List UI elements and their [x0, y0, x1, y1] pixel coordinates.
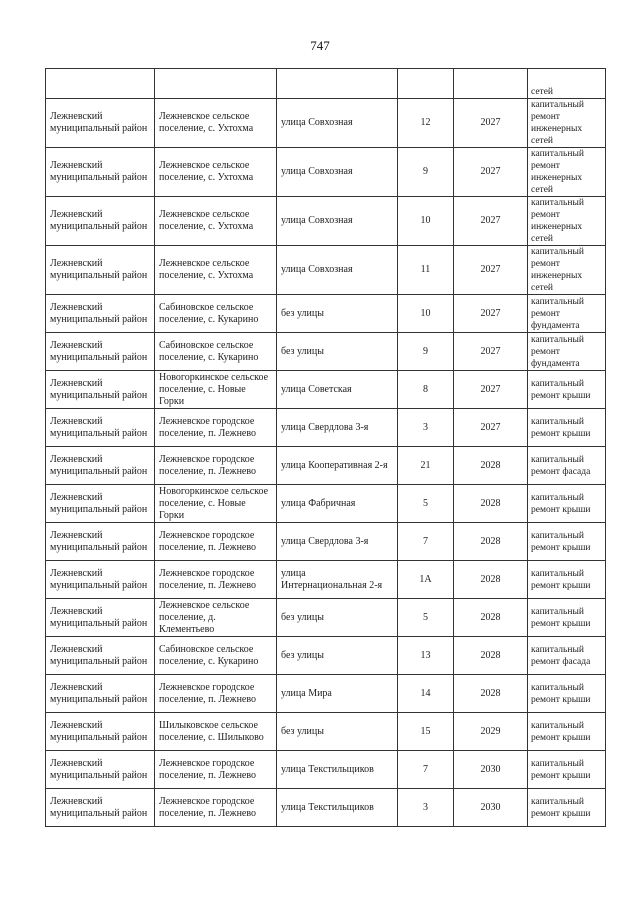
cell-house: 7	[398, 523, 454, 561]
table-row	[46, 148, 606, 197]
cell-district: Лежневский муниципальный район	[46, 713, 155, 751]
table-row	[46, 333, 606, 371]
cell-year: 2030	[454, 751, 528, 789]
cell-settlement: Новогоркинское сельское поселение, с. Новые Горки	[155, 485, 277, 523]
cell-district: Лежневский муниципальный район	[46, 561, 155, 599]
cell-house: 11	[398, 246, 454, 295]
cell-district: Лежневский муниципальный район	[46, 789, 155, 827]
cell-street: без улицы	[277, 295, 398, 333]
cell-work: капитальный ремонт крыши	[528, 371, 606, 409]
cell-street: без улицы	[277, 713, 398, 751]
cell-house: 3	[398, 789, 454, 827]
cell-district: Лежневский муниципальный район	[46, 371, 155, 409]
cell-settlement: Шилыковское сельское поселение, с. Шилыково	[155, 713, 277, 751]
cell-house: 1А	[398, 561, 454, 599]
cell-house: 7	[398, 751, 454, 789]
table-row	[46, 371, 606, 409]
cell-district: Лежневский муниципальный район	[46, 523, 155, 561]
cell-work: капитальный ремонт инженерных сетей	[528, 197, 606, 246]
cell-year: 2030	[454, 789, 528, 827]
cell-street: без улицы	[277, 333, 398, 371]
cell-settlement: Лежневское сельское поселение, д. Клементьево	[155, 599, 277, 637]
cell-work: капитальный ремонт инженерных сетей	[528, 246, 606, 295]
table-row	[46, 523, 606, 561]
table-row	[46, 485, 606, 523]
cell-house: 5	[398, 599, 454, 637]
cell-district: Лежневский муниципальный район	[46, 751, 155, 789]
cell-district: Лежневский муниципальный район	[46, 447, 155, 485]
cell-year: 2028	[454, 599, 528, 637]
cell-street: улица Кооперативная 2-я	[277, 447, 398, 485]
cell-district: Лежневский муниципальный район	[46, 637, 155, 675]
cell-year: 2028	[454, 561, 528, 599]
cell-year: 2028	[454, 637, 528, 675]
cell-settlement: Лежневское сельское поселение, с. Ухтохма	[155, 246, 277, 295]
cell-street: улица Свердлова 3-я	[277, 409, 398, 447]
cell-street: улица Текстильщиков	[277, 751, 398, 789]
cell-street: без улицы	[277, 637, 398, 675]
cell-settlement	[155, 69, 277, 99]
cell-house: 21	[398, 447, 454, 485]
cell-street: улица Совхозная	[277, 197, 398, 246]
table-row	[46, 751, 606, 789]
table-row	[46, 197, 606, 246]
table-row	[46, 561, 606, 599]
cell-year: 2028	[454, 523, 528, 561]
cell-street: без улицы	[277, 599, 398, 637]
cell-work: капитальный ремонт фундамента	[528, 295, 606, 333]
repair-schedule-table	[45, 68, 606, 827]
cell-work: капитальный ремонт крыши	[528, 751, 606, 789]
cell-year: 2028	[454, 447, 528, 485]
cell-street: улица Свердлова 3-я	[277, 523, 398, 561]
cell-year: 2027	[454, 197, 528, 246]
cell-street: улица Текстильщиков	[277, 789, 398, 827]
cell-house: 3	[398, 409, 454, 447]
table-row	[46, 246, 606, 295]
cell-work: капитальный ремонт крыши	[528, 599, 606, 637]
cell-settlement: Лежневское городское поселение, п. Лежнево	[155, 675, 277, 713]
cell-house: 10	[398, 197, 454, 246]
cell-year: 2027	[454, 333, 528, 371]
cell-work: капитальный ремонт крыши	[528, 675, 606, 713]
cell-district: Лежневский муниципальный район	[46, 409, 155, 447]
cell-year: 2028	[454, 675, 528, 713]
cell-district: Лежневский муниципальный район	[46, 485, 155, 523]
cell-year: 2027	[454, 99, 528, 148]
cell-house: 12	[398, 99, 454, 148]
cell-settlement: Лежневское сельское поселение, с. Ухтохма	[155, 148, 277, 197]
table-row	[46, 713, 606, 751]
cell-house: 9	[398, 333, 454, 371]
cell-settlement: Лежневское городское поселение, п. Лежнево	[155, 523, 277, 561]
cell-house: 10	[398, 295, 454, 333]
cell-house: 15	[398, 713, 454, 751]
cell-work: капитальный ремонт фасада	[528, 447, 606, 485]
table-row	[46, 789, 606, 827]
cell-work: капитальный ремонт инженерных сетей	[528, 148, 606, 197]
cell-year: 2027	[454, 409, 528, 447]
cell-work: капитальный ремонт крыши	[528, 523, 606, 561]
cell-district: Лежневский муниципальный район	[46, 295, 155, 333]
cell-district: Лежневский муниципальный район	[46, 246, 155, 295]
cell-settlement: Лежневское сельское поселение, с. Ухтохма	[155, 197, 277, 246]
cell-settlement: Лежневское городское поселение, п. Лежнево	[155, 789, 277, 827]
cell-district: Лежневский муниципальный район	[46, 99, 155, 148]
cell-settlement: Лежневское городское поселение, п. Лежнево	[155, 561, 277, 599]
cell-year: 2028	[454, 485, 528, 523]
cell-district: Лежневский муниципальный район	[46, 333, 155, 371]
cell-district	[46, 69, 155, 99]
table-row	[46, 99, 606, 148]
table-row	[46, 675, 606, 713]
cell-district: Лежневский муниципальный район	[46, 148, 155, 197]
cell-work: капитальный ремонт крыши	[528, 789, 606, 827]
cell-street: улица Совхозная	[277, 99, 398, 148]
cell-street: улица Фабричная	[277, 485, 398, 523]
cell-year: 2027	[454, 148, 528, 197]
cell-district: Лежневский муниципальный район	[46, 599, 155, 637]
cell-house: 5	[398, 485, 454, 523]
table-row	[46, 295, 606, 333]
cell-work: капитальный ремонт инженерных сетей	[528, 99, 606, 148]
cell-settlement: Лежневское сельское поселение, с. Ухтохма	[155, 99, 277, 148]
cell-work: сетей	[528, 69, 606, 99]
cell-work: капитальный ремонт крыши	[528, 713, 606, 751]
cell-house: 8	[398, 371, 454, 409]
cell-work: капитальный ремонт фундамента	[528, 333, 606, 371]
cell-district: Лежневский муниципальный район	[46, 197, 155, 246]
cell-house: 14	[398, 675, 454, 713]
cell-street: улица Совхозная	[277, 148, 398, 197]
cell-year	[454, 69, 528, 99]
cell-settlement: Лежневское городское поселение, п. Лежнево	[155, 751, 277, 789]
cell-district: Лежневский муниципальный район	[46, 675, 155, 713]
cell-street: улица Интернациональная 2-я	[277, 561, 398, 599]
cell-house	[398, 69, 454, 99]
table-row-continued	[46, 69, 606, 99]
table-row	[46, 599, 606, 637]
cell-work: капитальный ремонт крыши	[528, 561, 606, 599]
cell-work: капитальный ремонт крыши	[528, 485, 606, 523]
cell-settlement: Сабиновское сельское поселение, с. Кукарино	[155, 333, 277, 371]
page-number: 747	[310, 38, 330, 53]
cell-settlement: Новогоркинское сельское поселение, с. Новые Горки	[155, 371, 277, 409]
cell-year: 2027	[454, 371, 528, 409]
cell-street	[277, 69, 398, 99]
cell-settlement: Сабиновское сельское поселение, с. Кукарино	[155, 295, 277, 333]
cell-street: улица Совхозная	[277, 246, 398, 295]
cell-settlement: Лежневское городское поселение, п. Лежнево	[155, 447, 277, 485]
cell-work: капитальный ремонт фасада	[528, 637, 606, 675]
cell-house: 13	[398, 637, 454, 675]
cell-settlement: Лежневское городское поселение, п. Лежнево	[155, 409, 277, 447]
cell-street: улица Советская	[277, 371, 398, 409]
cell-work: капитальный ремонт крыши	[528, 409, 606, 447]
cell-settlement: Сабиновское сельское поселение, с. Кукарино	[155, 637, 277, 675]
cell-year: 2027	[454, 246, 528, 295]
cell-year: 2027	[454, 295, 528, 333]
table-row	[46, 409, 606, 447]
cell-year: 2029	[454, 713, 528, 751]
table-row	[46, 637, 606, 675]
table-row	[46, 447, 606, 485]
cell-street: улица Мира	[277, 675, 398, 713]
cell-house: 9	[398, 148, 454, 197]
